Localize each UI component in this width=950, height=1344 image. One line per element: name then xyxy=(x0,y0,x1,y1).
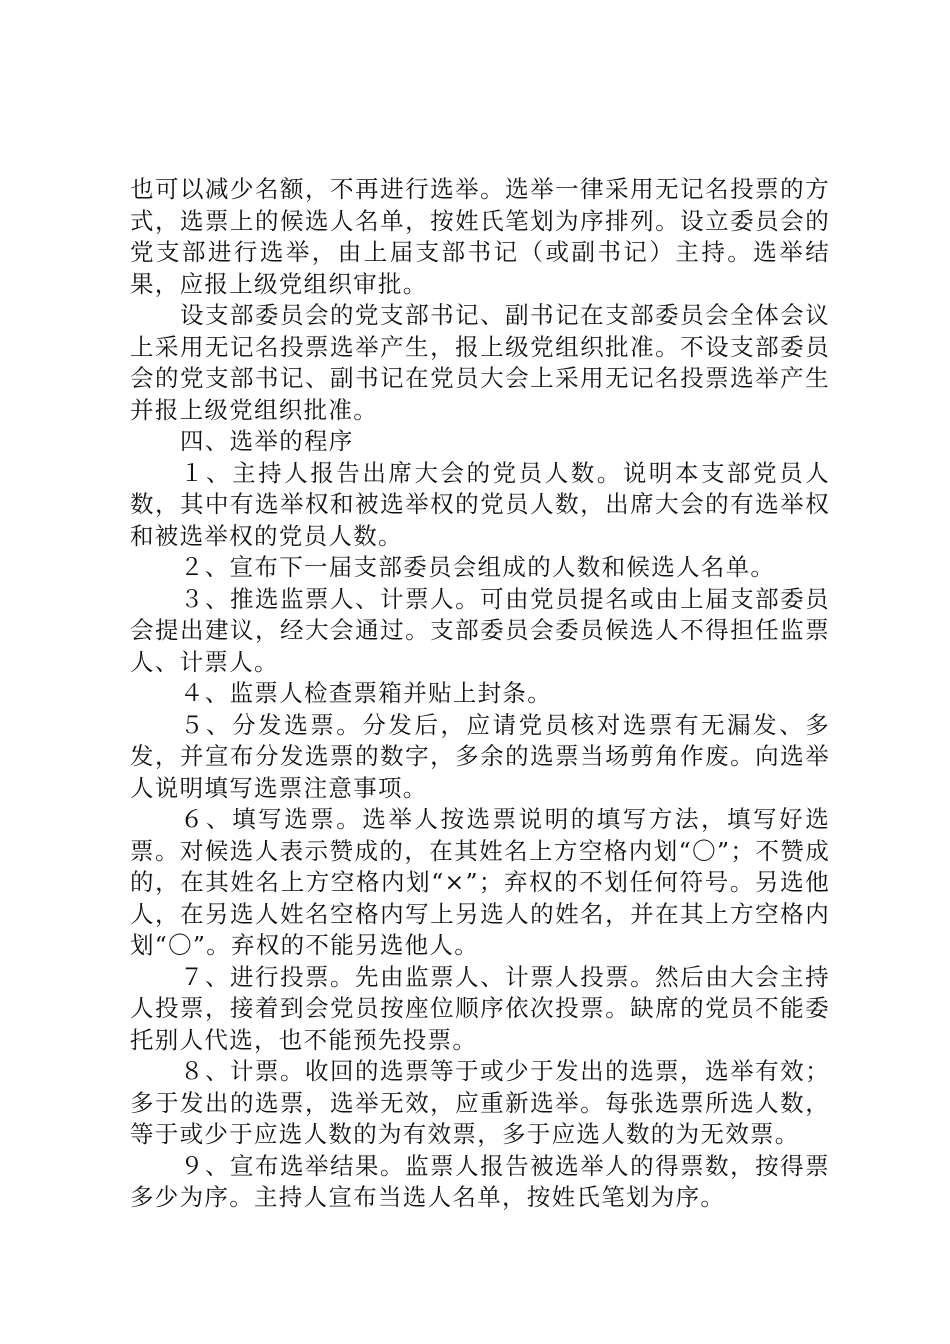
procedure-step-7: ７、进行投票。先由监票人、计票人投票。然后由大会主持人投票，接着到会党员按座位顺序依次投票。缺席的党员不能委托别人代选，也不能预先投票。 xyxy=(130,962,830,1054)
procedure-step-5: ５、分发选票。分发后，应请党员核对选票有无漏发、多发，并宣布分发选票的数字，多余的选票当场剪角作废。向选举人说明填写选票注意事项。 xyxy=(130,710,830,802)
document-body xyxy=(130,174,830,1214)
procedure-step-1: １、主持人报告出席大会的党员人数。说明本支部党员人数，其中有选举权和被选举权的党员人数，出席大会的有选举权和被选举权的党员人数。 xyxy=(130,458,830,550)
procedure-step-8: ８、计票。收回的选票等于或少于发出的选票，选举有效；多于发出的选票，选举无效，应重新选举。每张选票所选人数，等于或少于应选人数的为有效票，多于应选人数的为无效票。 xyxy=(130,1057,830,1148)
paragraph-secretary-election: 设支部委员会的党支部书记、副书记在支部委员会全体会议上采用无记名投票选举产生，报上级党组织批准。不设支部委员会的党支部书记、副书记在党员大会上采用无记名投票选举产生并报上级党组织批准。 xyxy=(130,301,830,424)
procedure-step-4: ４、监票人检查票箱并贴上封条。 xyxy=(180,679,552,707)
procedure-step-3: ３、推选监票人、计票人。可由党员提名或由上届支部委员会提出建议，经大会通过。支部委员会委员候选人不得担任监票人、计票人。 xyxy=(130,584,830,676)
procedure-step-9: ９、宣布选举结果。监票人报告被选举人的得票数，按得票多少为序。主持人宣布当选人名单，按姓氏笔划为序。 xyxy=(130,1151,830,1211)
procedure-step-2: ２、宣布下一届支部委员会组成的人数和候选人名单。 xyxy=(180,553,776,581)
section-heading-election-procedure: 四、选举的程序 xyxy=(180,427,354,455)
paragraph-continuation: 也可以减少名额，不再进行选举。选举一律采用无记名投票的方式，选票上的候选人名单，按姓氏笔划为序排列。设立委员会的党支部进行选举，由上届支部书记（或副书记）主持。选举结果，应报上级党组织审批。 xyxy=(130,175,830,298)
procedure-step-6: ６、填写选票。选举人按选票说明的填写方法，填写好选票。对候选人表示赞成的，在其姓名上方空格内划“〇”；不赞成的，在其姓名上方空格内划“×”；弃权的不划任何符号。另选他人，在另选人姓名空格内写上另选人的姓名，并在其上方空格内划“〇”。弃权的不能另选他人。 xyxy=(130,805,830,959)
